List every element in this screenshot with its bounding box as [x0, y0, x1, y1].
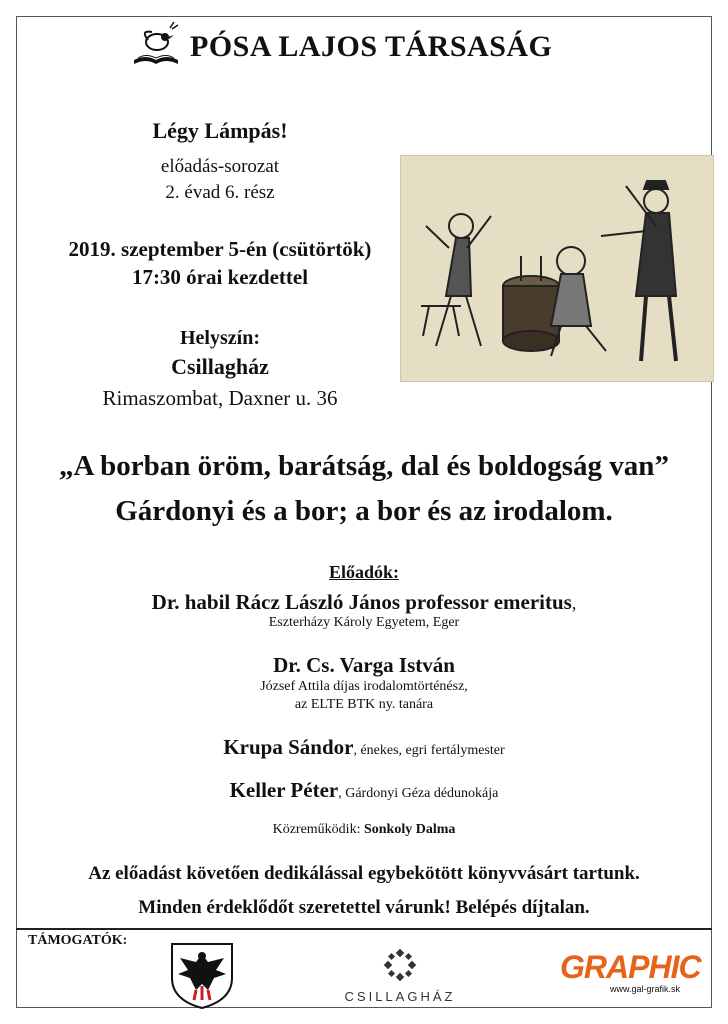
csillaghaz-logo — [330, 948, 470, 1004]
series-type: előadás-sorozat — [160, 156, 280, 177]
book-bird-logo-icon — [130, 20, 182, 70]
speaker-2-role-2: az ELTE BTK ny. tanára — [294, 697, 434, 712]
speaker-3 — [16, 735, 712, 760]
talk-subtitle: Gárdonyi és a bor; a bor és az irodalom. — [115, 495, 613, 527]
closing-line-1: Az előadást követően dedikálással egybekötött könyvvásárt tartunk. — [88, 863, 640, 884]
graphic-logo — [560, 949, 701, 994]
speaker-1-name: Dr. habil Rácz László János professor emeritus — [151, 590, 572, 614]
speaker-3-role: , énekes, egri fertálymester — [353, 743, 505, 758]
star-ornament-icon — [383, 948, 417, 982]
speaker-4-role: , Gárdonyi Géza dédunokája — [338, 786, 499, 801]
speaker-3-name: Krupa Sándor — [223, 735, 354, 759]
eagle-coat-of-arms-icon — [166, 940, 238, 1010]
episode: 2. évad 6. rész — [165, 182, 275, 203]
event-time: 17:30 órai kezdettel — [131, 265, 309, 289]
org-title: PÓSA LAJOS TÁRSASÁG — [190, 30, 553, 63]
speaker-2 — [16, 653, 712, 678]
venue-label: Helyszín: — [180, 327, 260, 349]
speakers-label: Előadók: — [328, 562, 400, 582]
venue-address: Rimaszombat, Daxner u. 36 — [102, 386, 338, 410]
csillaghaz-wordmark: CSILLAGHÁZ — [344, 989, 456, 1004]
sponsors-label: TÁMOGATÓK: — [28, 933, 128, 948]
speaker-1-role: Eszterházy Károly Egyetem, Eger — [268, 615, 460, 630]
contributor-name: Sonkoly Dalma — [363, 822, 456, 837]
contributor-label: Közreműködik: — [272, 822, 364, 837]
speaker-1 — [16, 590, 712, 615]
tavern-illustration — [400, 155, 714, 382]
speaker-1-comma: , — [571, 593, 577, 613]
speaker-2-name: Dr. Cs. Varga István — [273, 653, 455, 677]
talk-quote: „A borban öröm, barátság, dal és boldogság van” — [59, 450, 669, 482]
graphic-wordmark: GRAPHIC — [560, 949, 701, 985]
closing-line-2: Minden érdeklődőt szeretettel várunk! Belépés díjtalan. — [138, 897, 590, 918]
musicians-drinking-illustration-icon — [401, 156, 713, 381]
speaker-4 — [16, 778, 712, 803]
event-date: 2019. szeptember 5-én (csütörtök) — [68, 237, 372, 261]
graphic-url: www.gal-grafik.sk — [609, 984, 680, 994]
venue-name: Csillagház — [171, 354, 269, 379]
contributor — [16, 820, 712, 838]
speaker-2-role-1: József Attila díjas irodalomtörténész, — [260, 679, 468, 694]
sponsor-divider — [16, 928, 712, 930]
series-title: Légy Lámpás! — [152, 118, 288, 143]
speaker-4-name: Keller Péter — [229, 778, 339, 802]
